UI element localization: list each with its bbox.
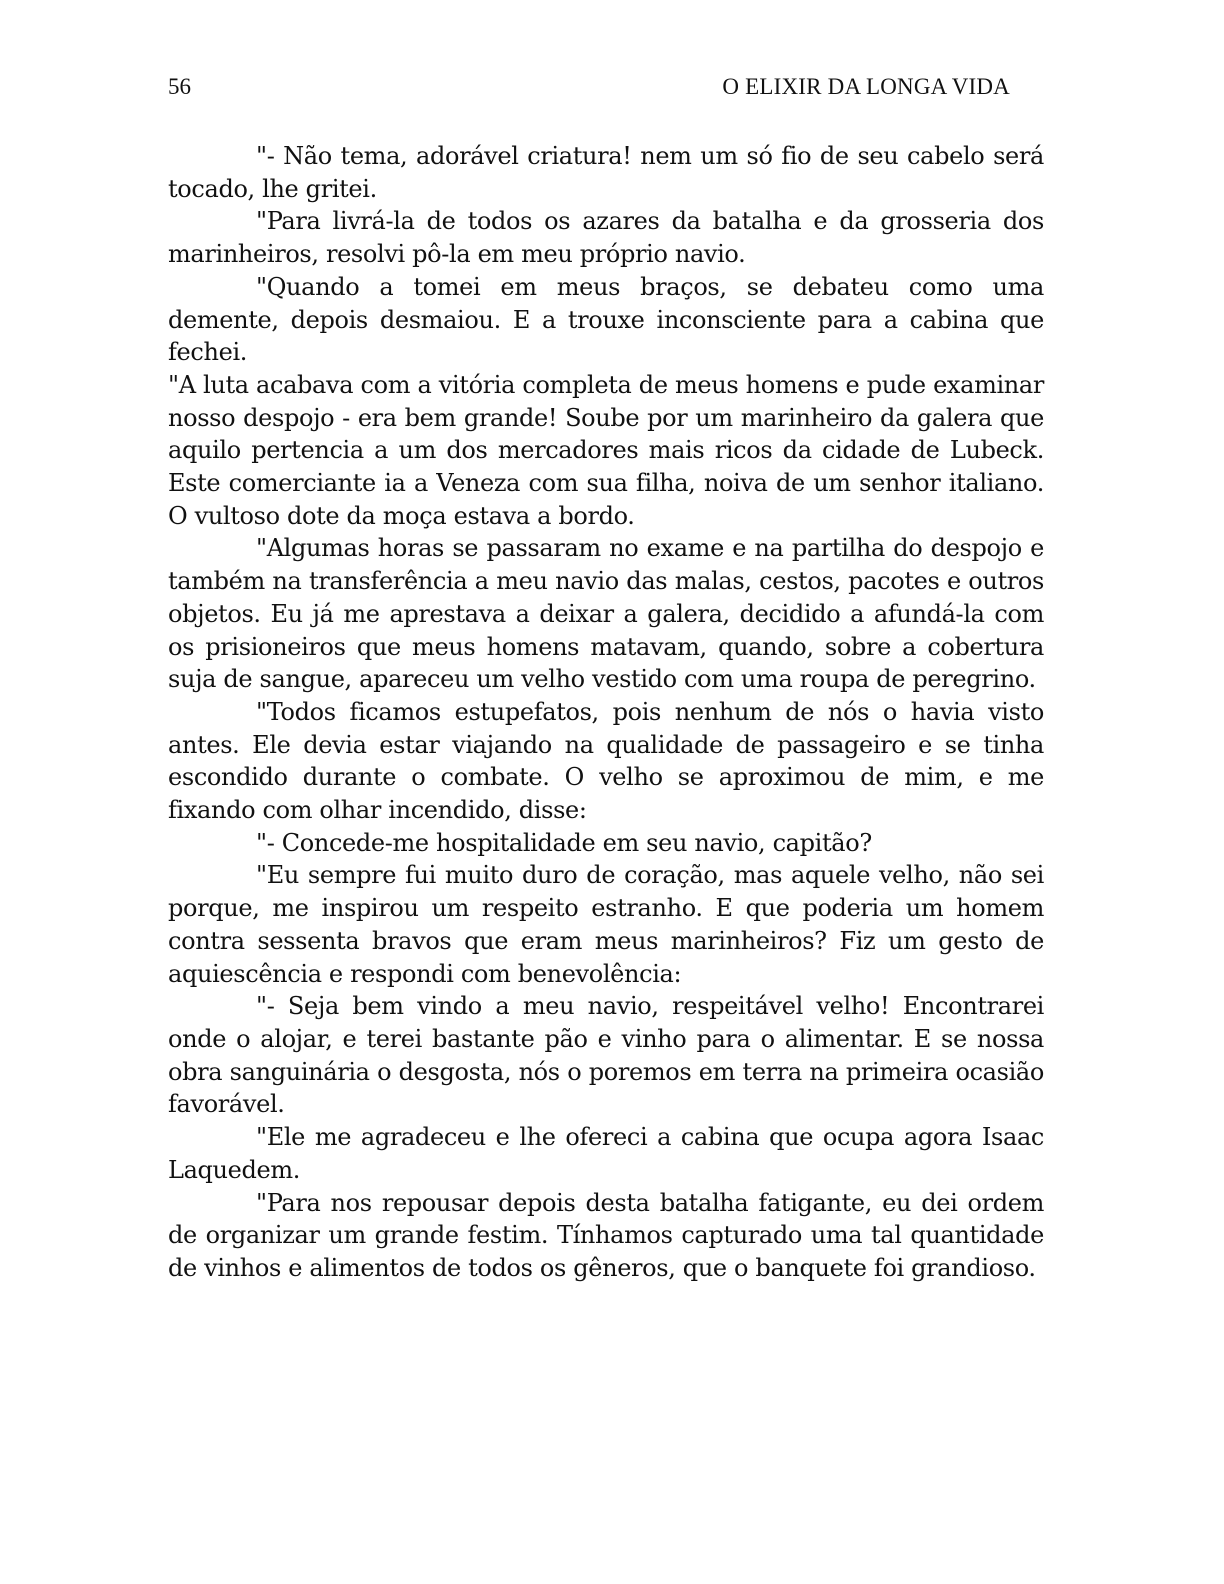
paragraph: "A luta acabava com a vitória completa de meus homens e pude examinar nosso despojo - era bem grande! Soube por um marinheiro da galera que aquilo pertencia a um dos mercadores mais ricos da cidade de Lubeck. Este comerciante ia a Veneza com sua filha, noiva de um senhor italiano. O vultoso dote da moça estava a bordo. bbox=[168, 370, 1044, 530]
page-body bbox=[168, 140, 1044, 1285]
paragraph: "- Concede-me hospitalidade em seu navio, capitão? bbox=[256, 828, 872, 857]
paragraph: "- Seja bem vindo a meu navio, respeitável velho! Encontrarei onde o alojar, e terei bastante pão e vinho para o alimentar. E se nossa obra sanguinária o desgosta, nós o poremos em terra na primeira ocasião favorável. bbox=[168, 992, 1044, 1119]
paragraph: "Para livrá-la de todos os azares da batalha e da grosseria dos marinheiros, resolvi pô-la em meu próprio navio. bbox=[168, 207, 1044, 269]
paragraph: "Quando a tomei em meus braços, se debateu como uma demente, depois desmaiou. E a trouxe inconsciente para a cabina que fechei. bbox=[168, 272, 1044, 367]
paragraph: "Ele me agradeceu e lhe ofereci a cabina que ocupa agora Isaac Laquedem. bbox=[168, 1123, 1044, 1184]
paragraph: "Algumas horas se passaram no exame e na partilha do despojo e também na transferência a meu navio das malas, cestos, pacotes e outros objetos. Eu já me aprestava a deixar a galera, decidido a afundá-la com os prisioneiros que meus homens matavam, quando, sobre a cobertura suja de sangue, apareceu um velho vestido com uma roupa de peregrino. bbox=[168, 534, 1044, 694]
paragraph: "- Não tema, adorável criatura! nem um só fio de seu cabelo será tocado, lhe gritei. bbox=[168, 142, 1044, 203]
page-header bbox=[168, 70, 1010, 104]
page-number: 56 bbox=[168, 74, 191, 99]
paragraph: "Todos ficamos estupefatos, pois nenhum de nós o havia visto antes. Ele devia estar viajando na qualidade de passageiro e se tinha escondido durante o combate. O velho se aproximou de mim, e me fixando com olhar incendido, disse: bbox=[168, 697, 1044, 825]
paragraph: "Eu sempre fui muito duro de coração, mas aquele velho, não sei porque, me inspirou um respeito estranho. E que poderia um homem contra sessenta bravos que eram meus marinheiros? Fiz um gesto de aquiescência e respondi com benevolência: bbox=[168, 861, 1044, 988]
paragraph: "Para nos repousar depois desta batalha fatigante, eu dei ordem de organizar um grande festim. Tínhamos capturado uma tal quantidade de vinhos e alimentos de todos os gêneros, que o banquete foi grandioso. bbox=[168, 1188, 1044, 1282]
running-title: O ELIXIR DA LONGA VIDA bbox=[722, 74, 1010, 99]
